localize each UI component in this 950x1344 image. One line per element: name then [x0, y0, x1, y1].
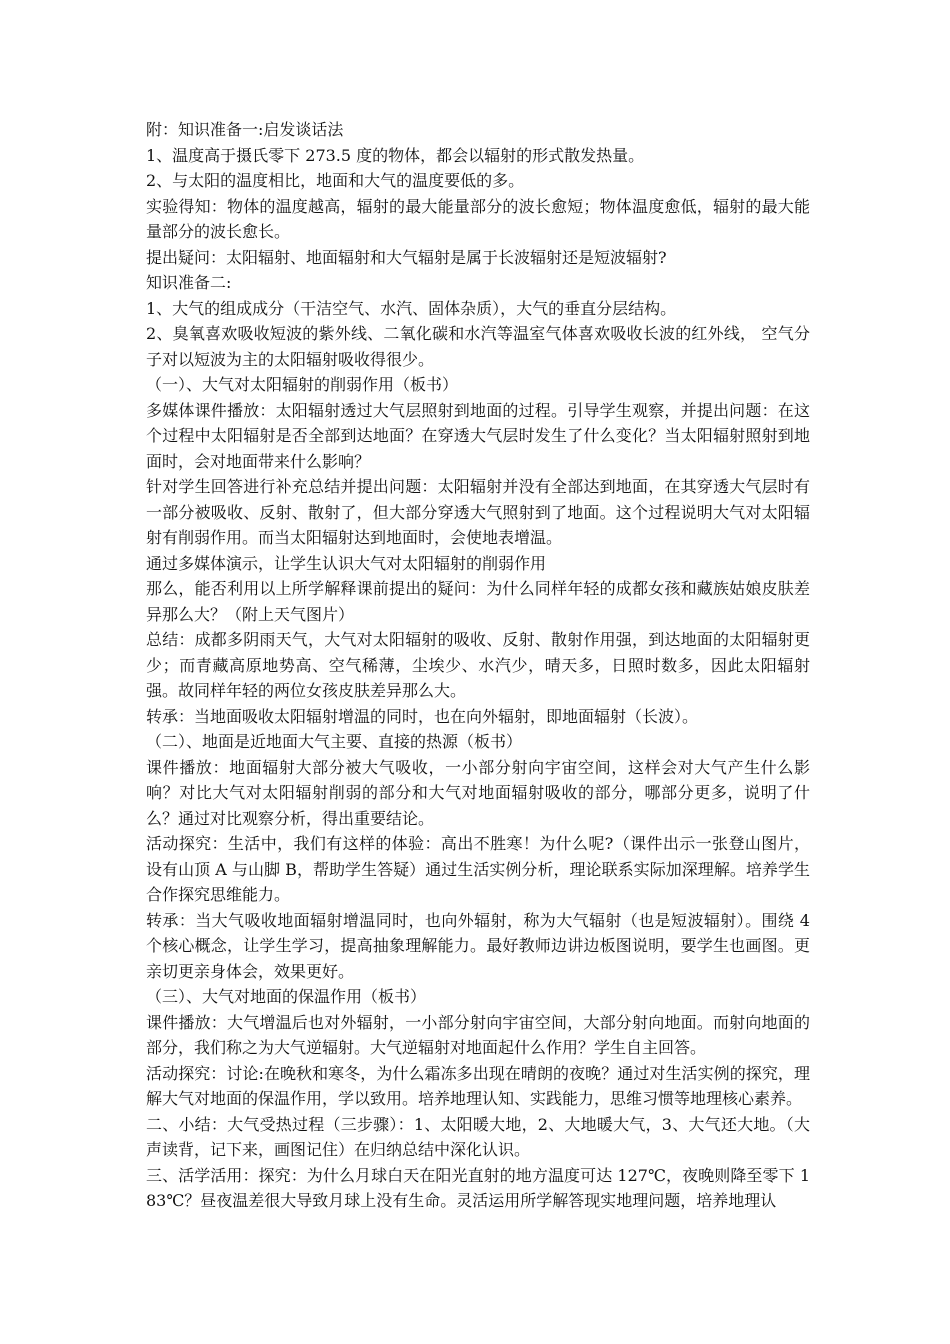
- section-heading-2: （二）、地面是近地面大气主要、直接的热源（板书）: [146, 732, 523, 751]
- document-page: [146, 117, 810, 1214]
- section-heading-1: （一）、大气对太阳辐射的削弱作用（板书）: [146, 375, 459, 394]
- paragraph-conclusion: 二、小结：大气受热过程（三步骤）：1、太阳暖大地，2、大地暖大气，3、大气还大地。（大声读背，记下来，画图记住）在归纳总结中深化认识。: [146, 1114, 810, 1159]
- paragraph-response: 针对学生回答进行补充总结并提出问题：太阳辐射并没有全部达到地面，在其穿透大气层时有一部分被吸收、反射、散射了，但大部分穿透大气照射到了地面。这个过程说明大气对太阳辐射有削弱作用。而当太阳辐射达到地面时，会使地表增温。: [146, 477, 810, 547]
- paragraph-prep-two-title: 知识准备二:: [146, 273, 232, 292]
- paragraph-multimedia: 多媒体课件播放：太阳辐射透过大气层照射到地面的过程。引导学生观察，并提出问题：在这个过程中太阳辐射是否全部到达地面？在穿透大气层时发生了什么变化？当太阳辐射照射到地面时，会对地面带来什么影响？: [146, 400, 810, 471]
- paragraph-activity-1: 活动探究：生活中，我们有这样的体验：高出不胜寒！为什么呢?（课件出示一张登山图片，设有山顶 A 与山脚 B，帮助学生答疑）通过生活实例分析，理论联系实际加深理解。培养学生合作探究思维能力。: [146, 834, 810, 904]
- paragraph-transition-1: 转承：当地面吸收太阳辐射增温的同时，也在向外辐射，即地面辐射（长波）。: [146, 706, 699, 726]
- paragraph-activity-2: 活动探究：讨论:在晚秋和寒冬，为什么霜冻多出现在晴朗的夜晚？通过对生活实例的探究，理解大气对地面的保温作用，学以致用。培养地理认知、实践能力，思维习惯等地理核心素养。: [146, 1063, 810, 1108]
- paragraph-courseware-1: 课件播放：地面辐射大部分被大气吸收，一小部分射向宇宙空间，这样会对大气产生什么影响？对比大气对太阳辐射削弱的部分和大气对地面辐射吸收的部分，哪部分更多，说明了什么？通过对比观察分析，得出重要结论。: [146, 757, 810, 828]
- paragraph-appendix-title: 附：知识准备一:启发谈话法: [146, 120, 344, 139]
- paragraph-summary: 总结：成都多阴雨天气，大气对太阳辐射的吸收、反射、散射作用强，到达地面的太阳辐射更少；而青藏高原地势高、空气稀薄，尘埃少、水汽少，晴天多，日照时数多，因此太阳辐射强。故同样年轻的两位女孩皮肤差异那么大。: [146, 630, 810, 700]
- paragraph-question: 提出疑问：太阳辐射、地面辐射和大气辐射是属于长波辐射还是短波辐射?: [146, 247, 667, 267]
- paragraph-courseware-2: 课件播放：大气增温后也对外辐射，一小部分射向宇宙空间，大部分射向地面。而射向地面的部分，我们称之为大气逆辐射。大气逆辐射对地面起什么作用？学生自主回答。: [146, 1012, 810, 1057]
- paragraph-experiment: 实验得知：物体的温度越高，辐射的最大能量部分的波长愈短；物体温度愈低，辐射的最大能量部分的波长愈长。: [146, 196, 810, 241]
- paragraph-explain: 那么，能否利用以上所学解释课前提出的疑问：为什么同样年轻的成都女孩和藏族姑娘皮肤差异那么大？（附上天气图片）: [146, 579, 810, 624]
- paragraph-demo: 通过多媒体演示，让学生认识大气对太阳辐射的削弱作用: [146, 553, 547, 573]
- paragraph-knowledge-2: 2、与太阳的温度相比，地面和大气的温度要低的多。: [146, 171, 525, 190]
- paragraph-prep-two-2: 2、臭氧喜欢吸收短波的紫外线、二氧化碳和水汽等温室气体喜欢吸收长波的红外线， 空气分子对以短波为主的太阳辐射吸收得很少。: [146, 324, 810, 369]
- paragraph-knowledge-1: 1、温度高于摄氏零下 273.5 度的物体，都会以辐射的形式散发热量。: [146, 145, 645, 165]
- paragraph-application: 三、活学活用：探究：为什么月球白天在阳光直射的地方温度可达 127℃，夜晚则降至零下 183℃？昼夜温差很大导致月球上没有生命。灵活运用所学解答现实地理问题，培养地理认: [146, 1165, 810, 1210]
- section-heading-3: （三）、大气对地面的保温作用（板书）: [146, 987, 427, 1006]
- paragraph-prep-two-1: 1、大气的组成成分（干洁空气、水汽、固体杂质），大气的垂直分层结构。: [146, 298, 677, 318]
- paragraph-transition-2: 转承：当大气吸收地面辐射增温同时，也向外辐射，称为大气辐射（也是短波辐射）。围绕 4 个核心概念，让学生学习，提高抽象理解能力。最好教师边讲边板图说明，要学生也画图。更亲切更亲身体会，效果更好。: [146, 910, 810, 981]
